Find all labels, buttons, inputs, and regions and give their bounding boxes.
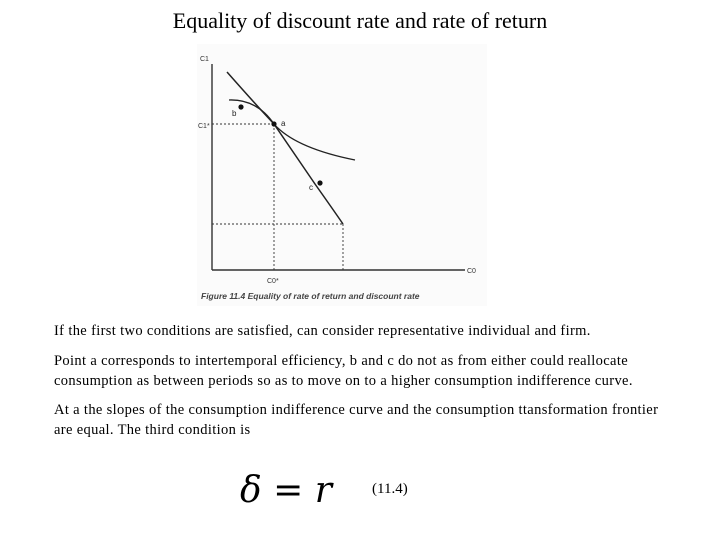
x-tick-label: C0* — [267, 278, 279, 285]
slide-title: Equality of discount rate and rate of return — [172, 8, 548, 33]
figure-caption: Figure 11.4 Equality of rate of return and discount rate — [201, 291, 420, 301]
transformation-frontier — [227, 72, 343, 224]
paragraph-third-condition: At a the slopes of the consumption indifference curve and the consumption ttansformation frontier are equal. The third condition is — [54, 402, 659, 438]
paragraph-representative: If the first two conditions are satisfied, can consider representative individual and firm. — [54, 323, 591, 339]
figure-diagram — [197, 44, 487, 306]
point-c-marker — [317, 180, 322, 185]
point-a-marker — [271, 121, 276, 126]
equation-number: (11.4) — [372, 481, 408, 497]
equation: δ = r — [240, 470, 332, 511]
figure-panel — [197, 44, 487, 306]
x-axis-label: C0 — [467, 268, 476, 275]
y-tick-label: C1* — [198, 123, 210, 130]
point-a-label: a — [281, 119, 286, 128]
y-axis-label: C1 — [200, 56, 209, 63]
point-b-label: b — [232, 109, 237, 118]
paragraph-efficiency: Point a corresponds to intertemporal efficiency, b and c do not as from either could reallocate consumption as between periods so as to move on to a higher consumption indifference curve. — [54, 353, 633, 389]
point-c-label: c — [309, 183, 313, 192]
point-b-marker — [238, 104, 243, 109]
